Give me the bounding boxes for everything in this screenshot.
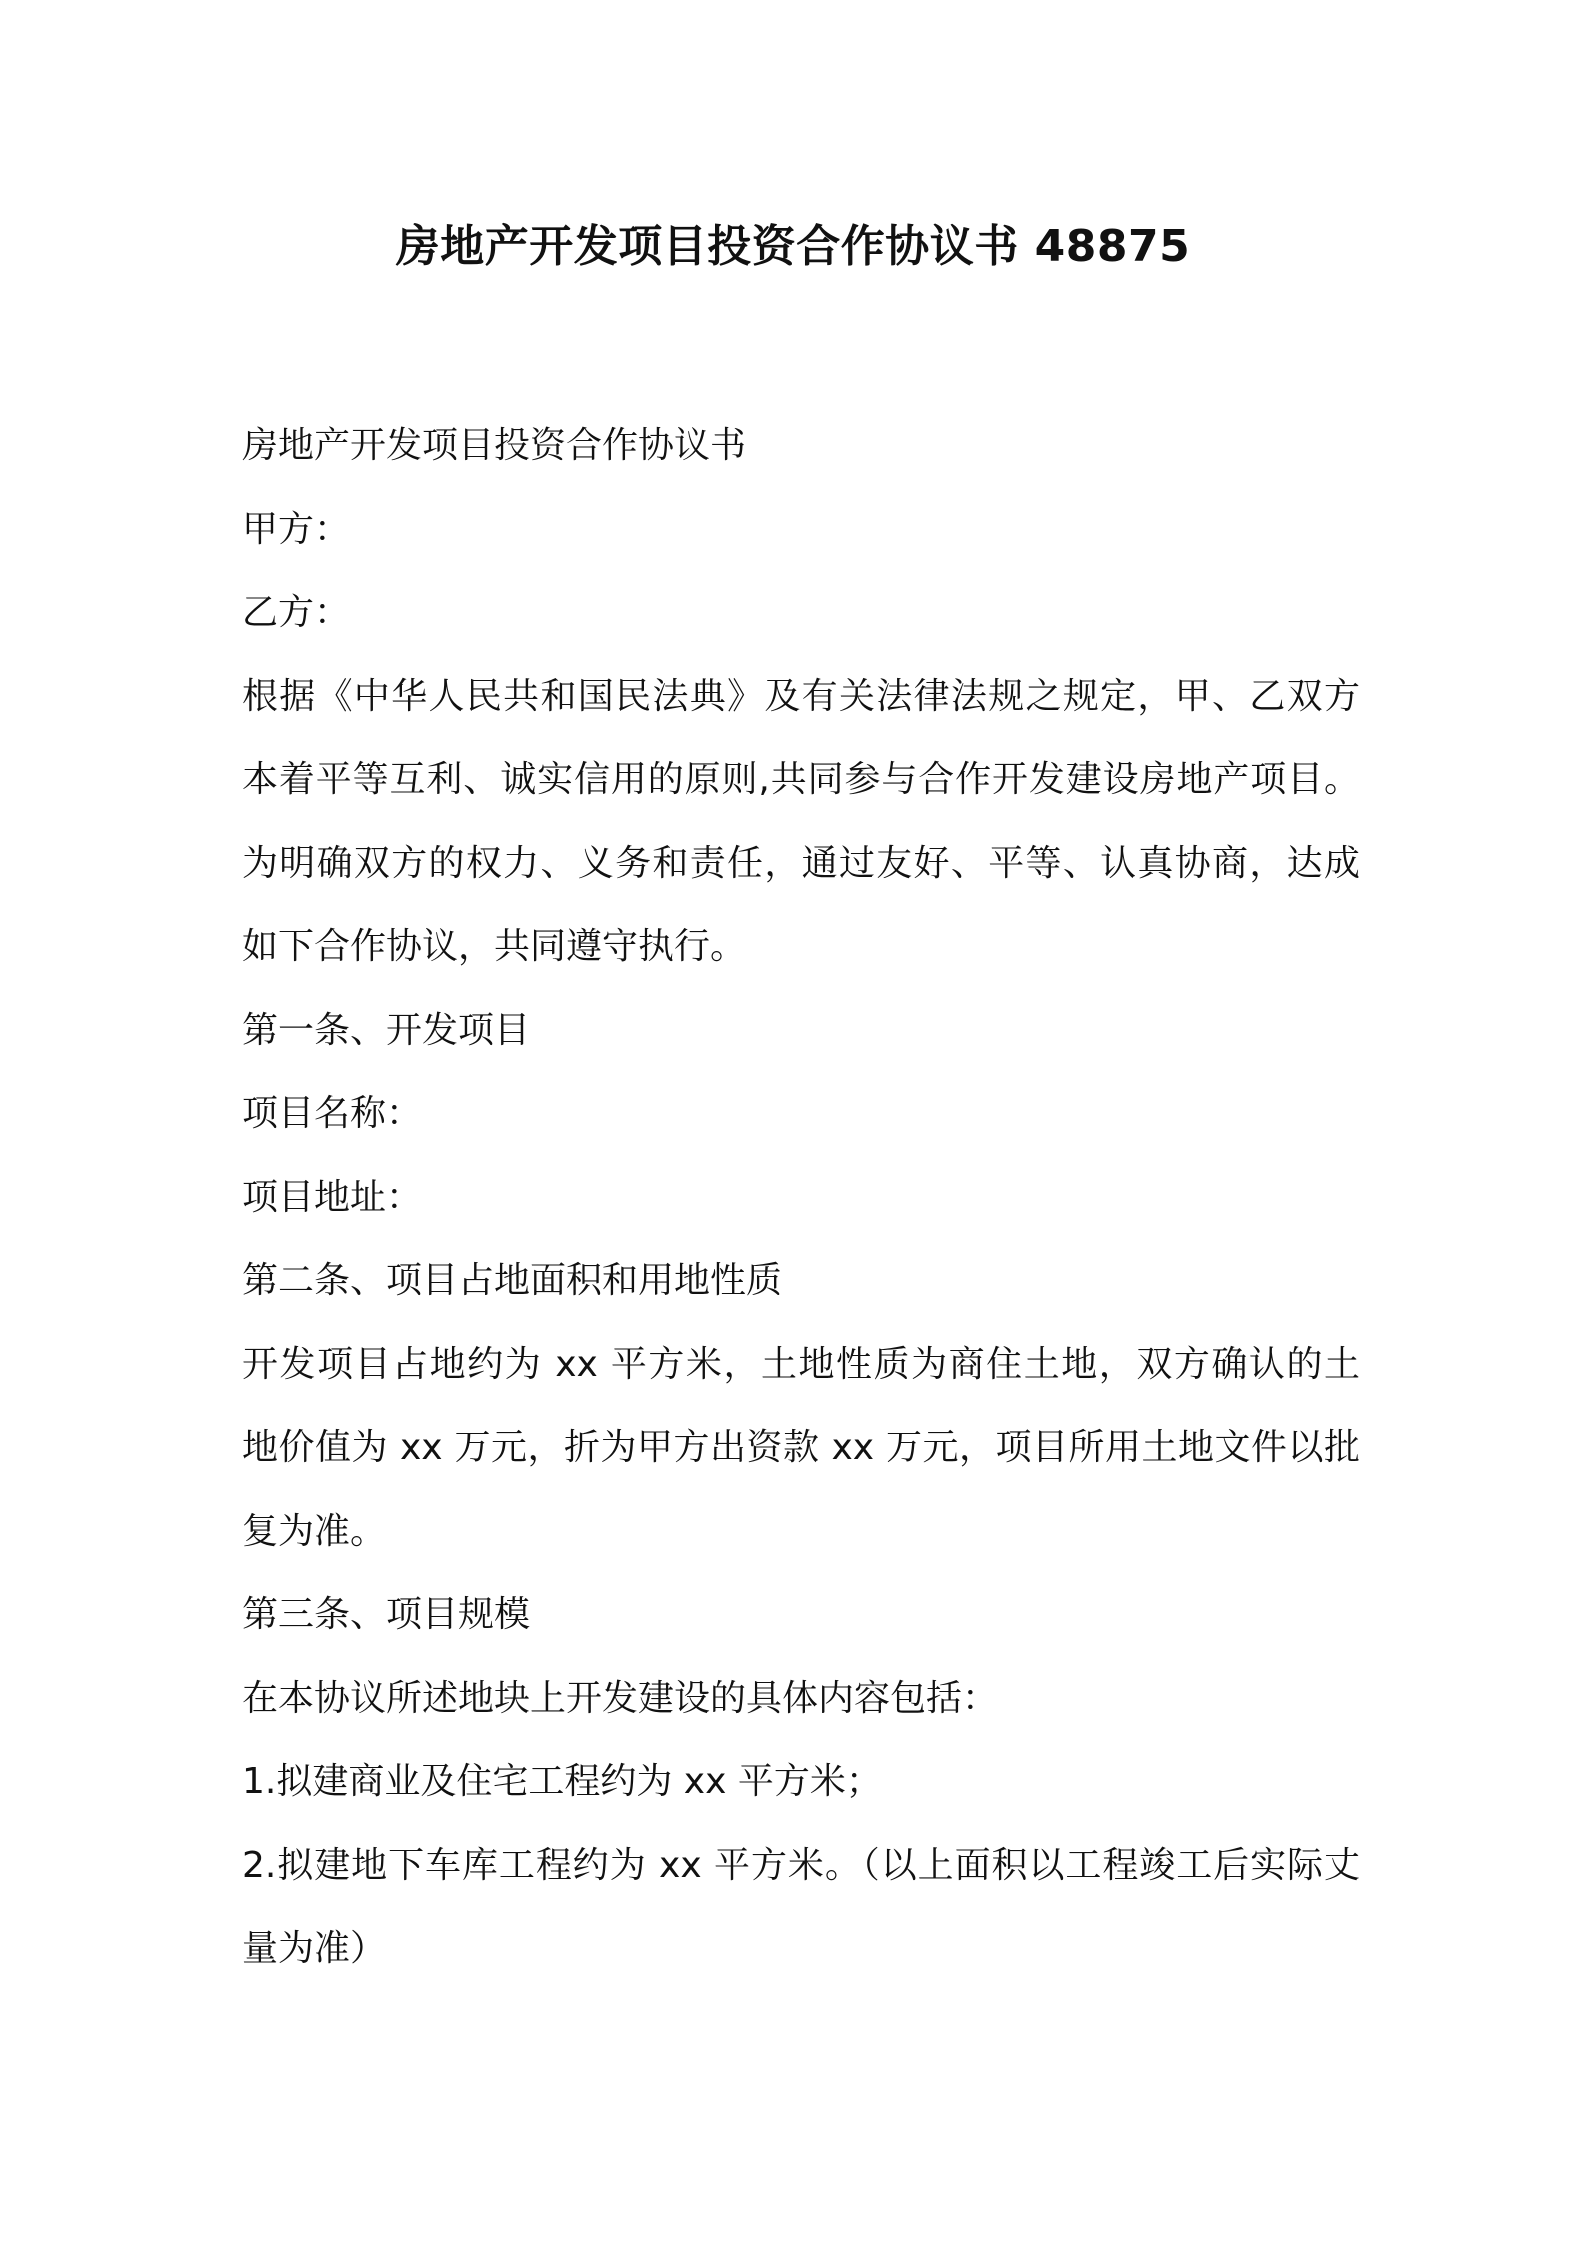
document-body — [242, 404, 1360, 1991]
party-b-line: 乙方： — [242, 592, 351, 633]
article-body-line: 地价值为 xx 万元，折为甲方出资款 xx 万元，项目所用土地文件以批 — [242, 1427, 1360, 1468]
article-body-line: 复为准。 — [242, 1510, 387, 1552]
article-heading: 第二条、项目占地面积和用地性质 — [242, 1260, 783, 1301]
project-address-line: 项目地址： — [242, 1176, 423, 1218]
party-a-line: 甲方： — [242, 508, 351, 550]
list-item: 量为准） — [242, 1928, 387, 1969]
preamble-line: 如下合作协议，共同遵守执行。 — [242, 926, 747, 967]
article-heading: 第一条、开发项目 — [242, 1009, 531, 1051]
preamble-line: 根据《中华人民共和国民法典》及有关法律法规之规定，甲、乙双方 — [242, 675, 1360, 717]
article-heading: 第三条、项目规模 — [242, 1594, 531, 1635]
list-item: 1.拟建商业及住宅工程约为 xx 平方米； — [242, 1761, 882, 1802]
article-body-line: 在本协议所述地块上开发建设的具体内容包括： — [242, 1677, 999, 1719]
article-body-line: 开发项目占地约为 xx 平方米，土地性质为商住土地，双方确认的土 — [242, 1343, 1360, 1385]
list-item: 2.拟建地下车库工程约为 xx 平方米。（以上面积以工程竣工后实际丈 — [242, 1844, 1360, 1886]
document-title: 房地产开发项目投资合作协议书 48875 — [395, 221, 1191, 272]
project-name-line: 项目名称： — [242, 1093, 423, 1134]
preamble-line: 为明确双方的权力、义务和责任，通过友好、平等、认真协商，达成 — [242, 842, 1360, 884]
preamble-line: 本着平等互利、诚实信用的原则,共同参与合作开发建设房地产项目。 — [242, 759, 1360, 800]
subtitle-line: 房地产开发项目投资合作协议书 — [242, 425, 747, 466]
